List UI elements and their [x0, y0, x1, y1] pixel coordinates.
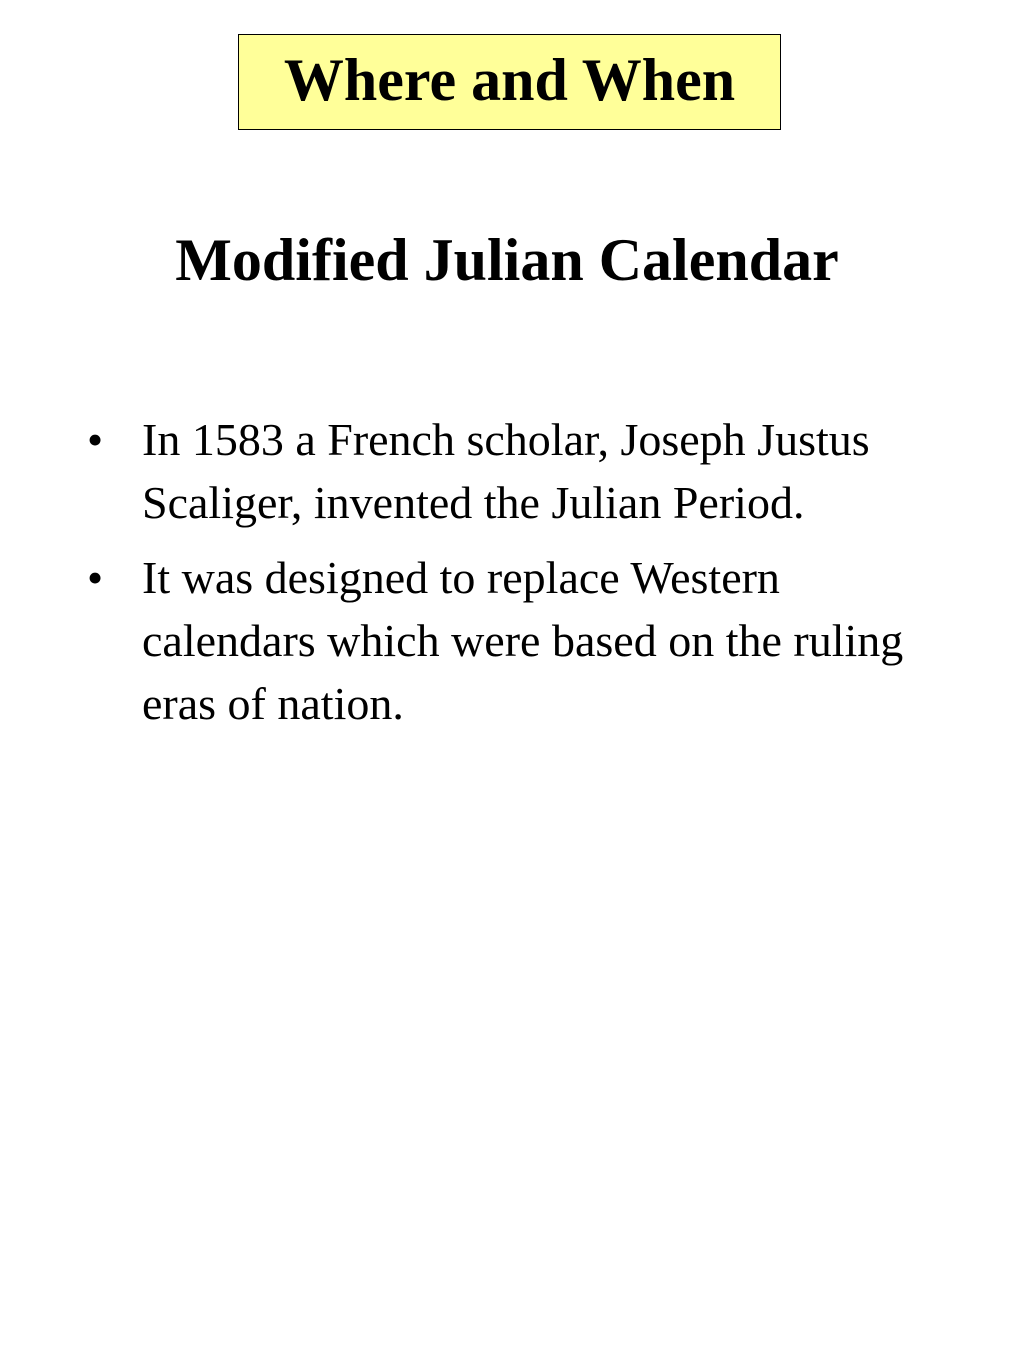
section-header-label: Where and When: [283, 47, 736, 113]
slide-title: Modified Julian Calendar: [175, 227, 839, 293]
bullet-text: It was designed to replace Western calendars which were based on the ruling eras of nation.: [142, 552, 904, 729]
section-header-box: [238, 34, 781, 130]
bullet-item: [87, 408, 907, 534]
bullet-list: [87, 408, 907, 747]
bullet-marker: •: [87, 552, 104, 603]
bullet-marker: •: [87, 414, 104, 465]
bullet-item: [87, 546, 907, 735]
bullet-text: In 1583 a French scholar, Joseph Justus Scaliger, invented the Julian Period.: [142, 414, 870, 528]
